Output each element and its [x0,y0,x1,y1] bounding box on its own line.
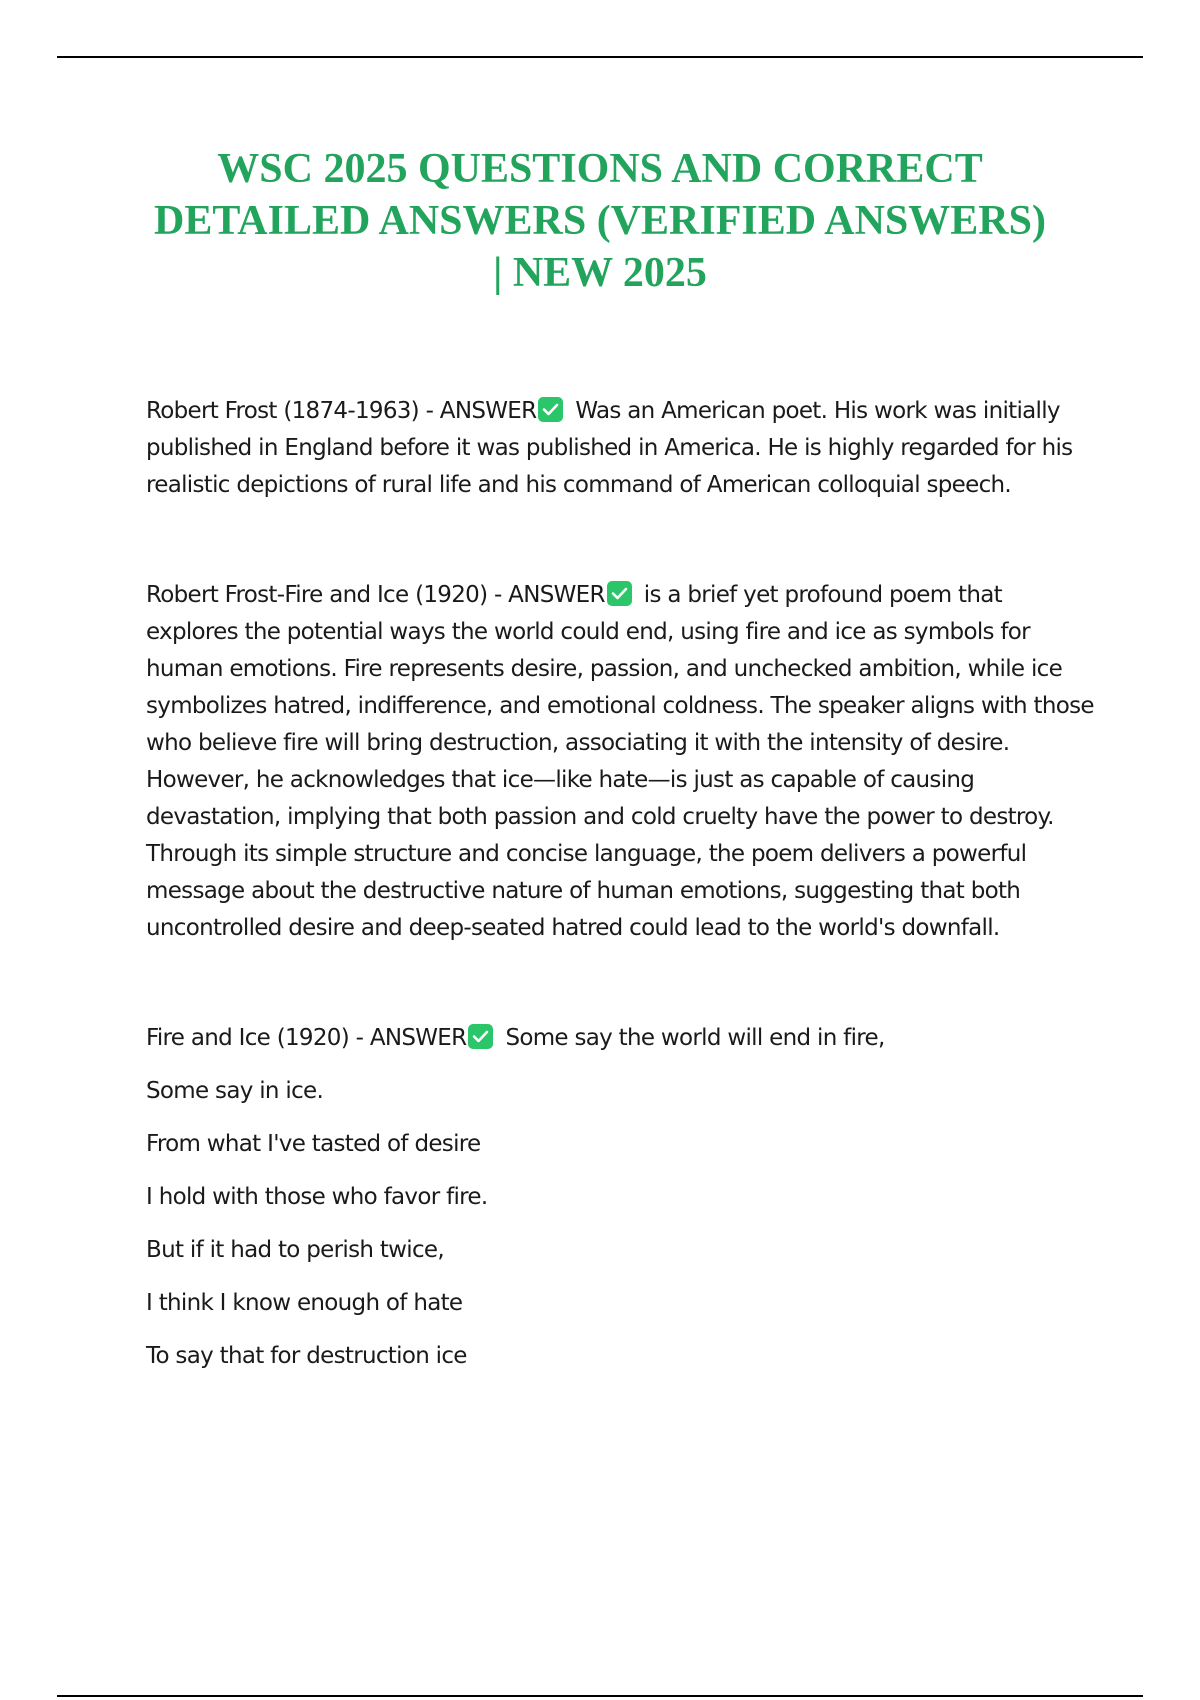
qa-entry-fire-and-ice-summary [146,577,1096,947]
poem-line: I think I know enough of hate [146,1290,463,1316]
title-line-1: WSC 2025 QUESTIONS AND CORRECT [217,146,983,192]
entry-answer: Was an American poet. His work was initially published in England before it was published in America. He is highly regarded for his realistic depictions of rural life and his command of American colloquial speech. [146,398,1073,498]
check-mark-icon [468,1024,493,1049]
top-rule [57,56,1143,58]
entry-term: Robert Frost (1874-1963) - ANSWER [146,398,537,424]
bottom-rule [57,1695,1143,1697]
poem-line: But if it had to perish twice, [146,1237,444,1263]
qa-content [146,393,1096,1375]
poem-line: To say that for destruction ice [146,1343,467,1369]
qa-entry-fire-and-ice-poem [146,1020,1096,1057]
title-line-2: DETAILED ANSWERS (VERIFIED ANSWERS) [154,198,1046,244]
poem-line: From what I've tasted of desire [146,1131,481,1157]
entry-term: Robert Frost-Fire and Ice (1920) - ANSWER [146,582,605,608]
check-mark-icon [538,397,563,422]
title-line-3: | NEW 2025 [493,250,707,296]
document-title [100,143,1100,299]
entry-answer: Some say the world will end in fire, [505,1025,885,1051]
entry-term: Fire and Ice (1920) - ANSWER [146,1025,467,1051]
poem-line: I hold with those who favor fire. [146,1184,488,1210]
poem-line: Some say in ice. [146,1078,324,1104]
entry-answer: is a brief yet profound poem that explores the potential ways the world could end, using fire and ice as symbols for human emotions. Fire represents desire, passion, and unchecked ambition, while ice symbolizes hatred, indifference, and emotional coldness. The speaker aligns with those who believe fire will bring destruction, associating it with the intensity of desire. However, he acknowledges that ice—like hate—is just as capable of causing devastation, implying that both passion and cold cruelty have the power to destroy. Through its simple structure and concise language, the poem delivers a powerful message about the destructive nature of human emotions, suggesting that both uncontrolled desire and deep-seated hatred could lead to the world's downfall. [146,582,1094,941]
check-mark-icon [607,581,632,606]
qa-entry-robert-frost [146,393,1096,504]
